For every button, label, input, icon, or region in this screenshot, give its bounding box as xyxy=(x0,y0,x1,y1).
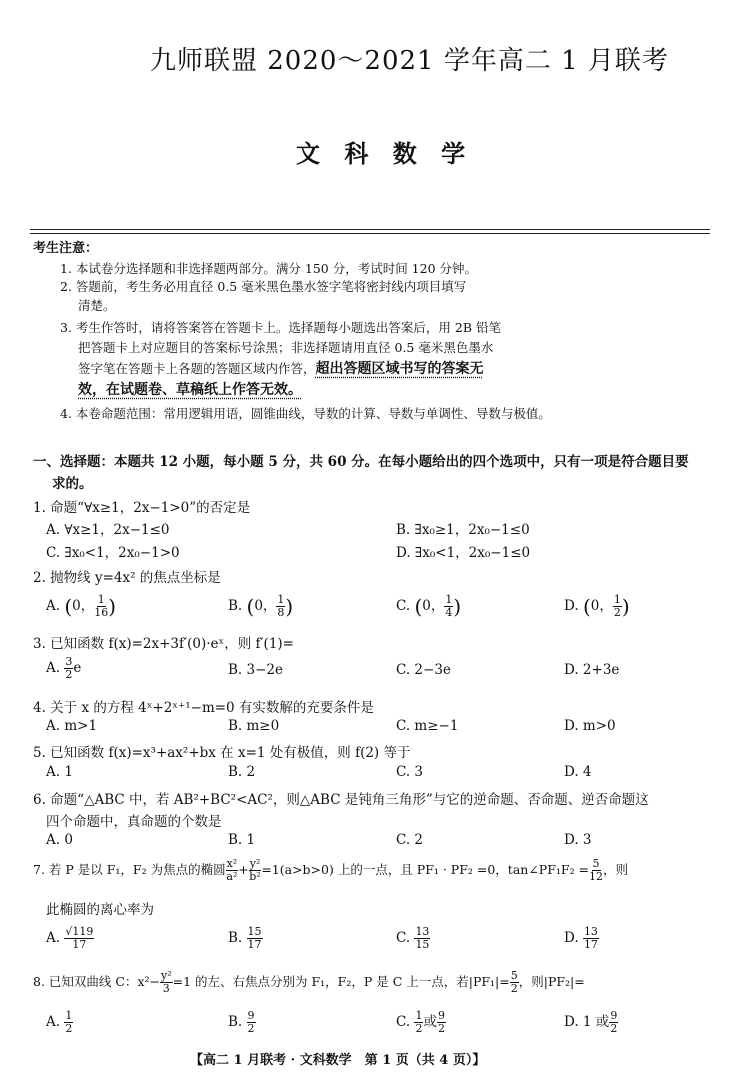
question-stem: 6. 命题“△ABC 中，若 AB²+BC²<AC²，则△ABC 是钝角三角形”与它的逆命题、否命题、逆否命题这 xyxy=(33,792,649,808)
notice-emphasis: 超出答题区域书写的答案无 xyxy=(315,361,484,377)
option-d: D. ∃x₀<1，2x₀−1≤0 xyxy=(396,545,531,561)
subject-title: 文 科 数 学 xyxy=(296,139,474,168)
option-a: A. $\frac{1}{2}$ xyxy=(46,1009,73,1035)
notice-text: 签字笔在答题卡上各题的答题区域内作答， xyxy=(78,361,316,376)
option-b: B. 3−2e xyxy=(228,662,283,678)
option-c: C. 3 xyxy=(396,764,424,780)
option-d: D. 1 或 $\frac{9}{2}$ xyxy=(564,1009,618,1035)
option-d: D. 4 xyxy=(564,764,592,780)
option-c: C. ∃x₀<1，2x₀−1>0 xyxy=(46,545,180,561)
option-c: C. $\frac{1}{2}$ 或 $\frac{9}{2}$ xyxy=(396,1009,445,1035)
option-c: C. $\frac{13}{15}$ xyxy=(396,925,430,951)
option-b: B. ∃x₀≥1，2x₀−1≤0 xyxy=(396,522,530,538)
section-heading: 求的。 xyxy=(52,476,93,492)
option-d: D. m>0 xyxy=(564,718,616,734)
option-b: B. 1 xyxy=(228,832,256,848)
option-a: A. (0， $\frac{1}{16}$ ) xyxy=(46,593,117,619)
option-b: B. (0， $\frac{1}{8}$ ) xyxy=(228,593,294,619)
option-d: D. $\frac{13}{17}$ xyxy=(564,925,598,951)
question-stem: 5. 已知函数 f(x)=x³+ax²+bx 在 x=1 处有极值，则 f(2) 等于 xyxy=(33,745,411,761)
notice-item: 1. 本试卷分选择题和非选择题两部分。满分 150 分，考试时间 120 分钟。 xyxy=(60,261,478,276)
option-a: A. 0 xyxy=(46,832,73,848)
notice-item: 把答题卡上对应题目的答案标号涂黑；非选择题请用直径 0.5 毫米黑色墨水 xyxy=(78,340,494,355)
section-heading: 一、选择题：本题共 12 小题，每小题 5 分，共 60 分。在每小题给出的四个选项中，只有一项是符合题目要 xyxy=(33,454,689,470)
option-c: C. 2−3e xyxy=(396,662,451,678)
notice-heading: 考生注意： xyxy=(33,241,99,256)
divider-line xyxy=(30,229,710,230)
option-d: D. 2+3e xyxy=(564,662,620,678)
question-stem: 此椭圆的离心率为 xyxy=(46,902,154,918)
question-stem: 7. 若 P 是以 F₁，F₂ 为焦点的椭圆 $\frac{\text{x²}}{\text{a²}}$ + $\frac{\text{y²}}{\text{b²}}$ =1(a>b>0) 上的一点，且 PF₁ · PF₂ =0，tan∠PF₁F₂ = $\frac{5}{12}$ ，则 xyxy=(33,857,629,883)
option-a: A. $\frac{3}{2}$ e xyxy=(46,655,82,681)
option-a: A. ∀x≥1，2x−1≤0 xyxy=(46,522,170,538)
option-a: A. m>1 xyxy=(46,718,98,734)
option-b: B. $\frac{15}{17}$ xyxy=(228,925,262,951)
option-a: A. $\frac{√119}{17}$ xyxy=(46,925,94,951)
option-d: D. 3 xyxy=(564,832,592,848)
exam-title: 九师联盟 2020～2021 学年高二 1 月联考 xyxy=(150,46,669,76)
question-stem: 四个命题中，真命题的个数是 xyxy=(46,814,222,830)
question-stem: 8. 已知双曲线 C：x²− $\frac{\text{y²}}{3}$ =1 的左、右焦点分别为 F₁，F₂，P 是 C 上一点，若|PF₁|= $\frac{5}{2}$ ，则|PF₂|= xyxy=(33,969,585,995)
option-d: D. (0， $\frac{1}{2}$ ) xyxy=(564,593,630,619)
notice-item: 3. 考生作答时，请将答案答在答题卡上。选择题每小题选出答案后，用 2B 铅笔 xyxy=(60,320,501,335)
option-c: C. (0， $\frac{1}{4}$ ) xyxy=(396,593,462,619)
option-b: B. m≥0 xyxy=(228,718,280,734)
page-footer: 【高二 1 月联考 · 文科数学 第 1 页（共 4 页）】 xyxy=(190,1053,486,1068)
notice-item xyxy=(78,358,484,378)
question-stem: 3. 已知函数 f(x)=2x+3f′(0)·eˣ，则 f′(1)= xyxy=(33,636,294,652)
question-stem: 1. 命题“∀x≥1，2x−1>0”的否定是 xyxy=(33,500,251,516)
divider-line xyxy=(30,233,710,234)
question-stem: 4. 关于 x 的方程 4ˣ+2ˣ⁺¹−m=0 有实数解的充要条件是 xyxy=(33,700,374,716)
option-c: C. m≥−1 xyxy=(396,718,459,734)
option-a: A. 1 xyxy=(46,764,73,780)
option-b: B. 2 xyxy=(228,764,256,780)
option-b: B. $\frac{9}{2}$ xyxy=(228,1009,255,1035)
notice-item: 4. 本卷命题范围：常用逻辑用语，圆锥曲线，导数的计算、导数与单调性、导数与极值。 xyxy=(60,406,551,421)
question-stem: 2. 抛物线 y=4x² 的焦点坐标是 xyxy=(33,570,221,586)
notice-emphasis: 效，在试题卷、草稿纸上作答无效。 xyxy=(78,382,302,398)
notice-item: 清楚。 xyxy=(78,298,116,313)
notice-item: 2. 答题前，考生务必用直径 0.5 毫米黑色墨水签字笔将密封线内项目填写 xyxy=(60,279,467,294)
option-c: C. 2 xyxy=(396,832,424,848)
